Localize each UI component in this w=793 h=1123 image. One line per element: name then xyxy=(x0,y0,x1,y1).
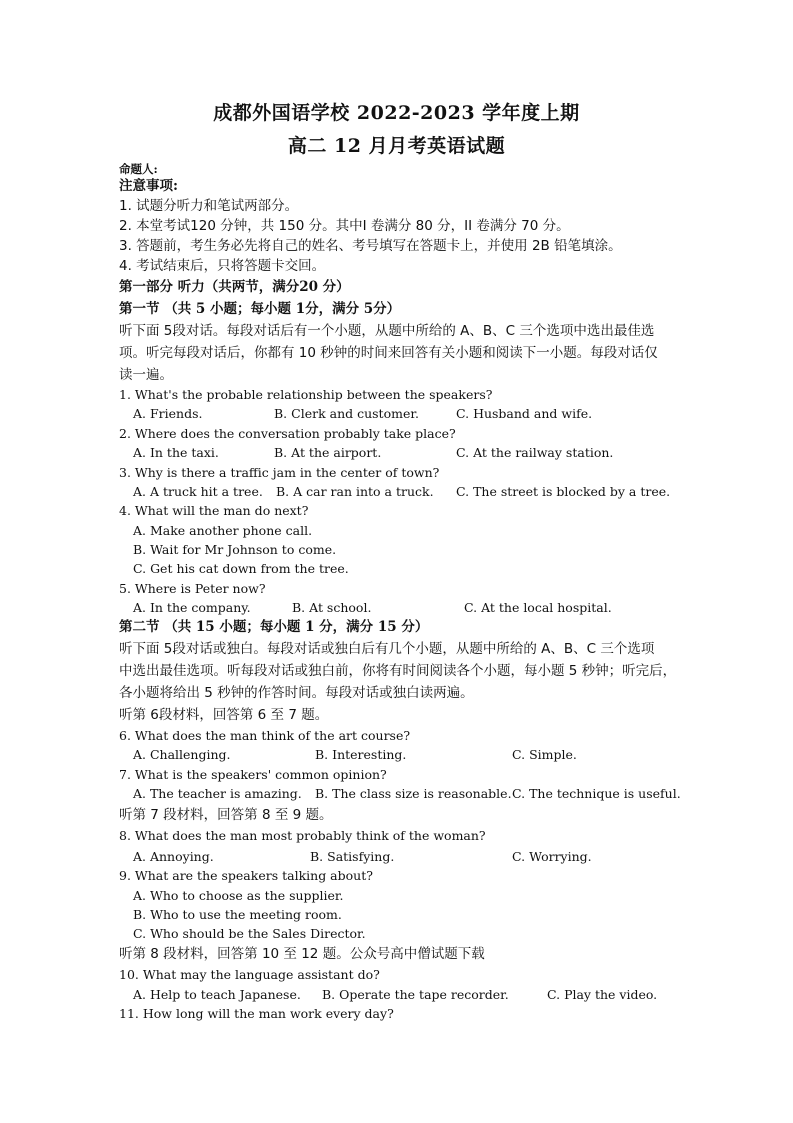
option-b: B. Satisfying. xyxy=(310,849,395,864)
question-text: 9. What are the speakers talking about? xyxy=(119,868,373,883)
part1-heading: 第一部分 听力（共两节，满分20 分） xyxy=(119,279,350,295)
section2-instruction: 听下面 5段对话或独白。每段对话或独白后有几个小题，从题中所给的 A、B、C 三个选项 xyxy=(119,641,655,657)
notice-item: 1. 试题分听力和笔试两部分。 xyxy=(119,198,299,214)
option-c: C. Play the video. xyxy=(547,987,658,1002)
material-heading: 听第 8 段材料，回答第 10 至 12 题。公众号高中僧试题下载 xyxy=(119,946,485,962)
option-b: B. Interesting. xyxy=(315,747,407,762)
option-a: A. In the company. xyxy=(133,600,251,615)
section1-instruction: 读一遍。 xyxy=(119,367,173,383)
section2-instruction: 各小题将给出 5 秒钟的作答时间。每段对话或独白读两遍。 xyxy=(119,685,474,701)
section2-heading: 第二节 （共 15 小题；每小题 1 分，满分 15 分） xyxy=(119,619,429,635)
notice-title: 注意事项: xyxy=(119,178,178,194)
notice-item: 2. 本堂考试120 分钟，共 150 分。其中I 卷满分 80 分，II 卷满分 70 分。 xyxy=(119,218,570,234)
section1-heading: 第一节 （共 5 小题；每小题 1分，满分 5分） xyxy=(119,301,401,317)
section2-instruction: 中选出最佳选项。听每段对话或独白前，你将有时间阅读各个小题，每小题 5 秒钟；听完后， xyxy=(119,663,677,679)
question-text: 11. How long will the man work every day? xyxy=(119,1006,394,1021)
notice-item: 3. 答题前，考生务必先将自己的姓名、考号填写在答题卡上，并使用 2B 铅笔填涂。 xyxy=(119,238,622,254)
option-b: B. A car ran into a truck. xyxy=(276,484,434,499)
question-text: 1. What's the probable relationship between the speakers? xyxy=(119,387,493,402)
option-b: B. Who to use the meeting room. xyxy=(133,907,342,922)
option-b: B. The class size is reasonable. xyxy=(315,786,512,801)
option-a: A. Friends. xyxy=(133,406,203,421)
option-a: A. The teacher is amazing. xyxy=(133,786,302,801)
option-c: C. Get his cat down from the tree. xyxy=(133,561,349,576)
section1-instruction: 项。听完每段对话后，你都有 10 秒钟的时间来回答有关小题和阅读下一小题。每段对话仅 xyxy=(119,345,658,361)
option-a: A. Help to teach Japanese. xyxy=(133,987,301,1002)
option-c: C. Worrying. xyxy=(512,849,592,864)
question-text: 3. Why is there a traffic jam in the center of town? xyxy=(119,465,440,480)
option-a: A. Challenging. xyxy=(133,747,231,762)
option-b: B. Clerk and customer. xyxy=(274,406,419,421)
option-c: C. At the local hospital. xyxy=(464,600,612,615)
option-a: A. Make another phone call. xyxy=(133,523,313,538)
option-a: A. A truck hit a tree. xyxy=(133,484,263,499)
section1-instruction: 听下面 5段对话。每段对话后有一个小题，从题中所给的 A、B、C 三个选项中选出最佳选 xyxy=(119,323,655,339)
option-b: B. Operate the tape recorder. xyxy=(322,987,509,1002)
question-text: 2. Where does the conversation probably take place? xyxy=(119,426,456,441)
option-b: B. At school. xyxy=(292,600,372,615)
option-c: C. At the railway station. xyxy=(456,445,614,460)
option-a: A. Who to choose as the supplier. xyxy=(133,888,344,903)
option-b: B. Wait for Mr Johnson to come. xyxy=(133,542,337,557)
question-text: 10. What may the language assistant do? xyxy=(119,967,380,982)
question-text: 4. What will the man do next? xyxy=(119,503,309,518)
notice-item: 4. 考试结束后，只将答题卡交回。 xyxy=(119,258,326,274)
option-a: A. In the taxi. xyxy=(133,445,219,460)
option-c: C. Who should be the Sales Director. xyxy=(133,926,366,941)
question-text: 7. What is the speakers' common opinion? xyxy=(119,767,387,782)
material-heading: 听第 6段材料，回答第 6 至 7 题。 xyxy=(119,707,329,723)
exam-title: 成都外国语学校 2022-2023 学年度上期 xyxy=(213,102,580,124)
option-a: A. Annoying. xyxy=(133,849,214,864)
option-c: C. Husband and wife. xyxy=(456,406,593,421)
author-label: 命题人: xyxy=(119,162,158,176)
option-c: C. The technique is useful. xyxy=(512,786,681,801)
option-c: C. The street is blocked by a tree. xyxy=(456,484,671,499)
material-heading: 听第 7 段材料，回答第 8 至 9 题。 xyxy=(119,807,333,823)
exam-subtitle: 高二 12 月月考英语试题 xyxy=(287,135,506,157)
question-text: 5. Where is Peter now? xyxy=(119,581,266,596)
question-text: 6. What does the man think of the art course? xyxy=(119,728,411,743)
option-c: C. Simple. xyxy=(512,747,577,762)
question-text: 8. What does the man most probably think of the woman? xyxy=(119,828,486,843)
option-b: B. At the airport. xyxy=(274,445,382,460)
